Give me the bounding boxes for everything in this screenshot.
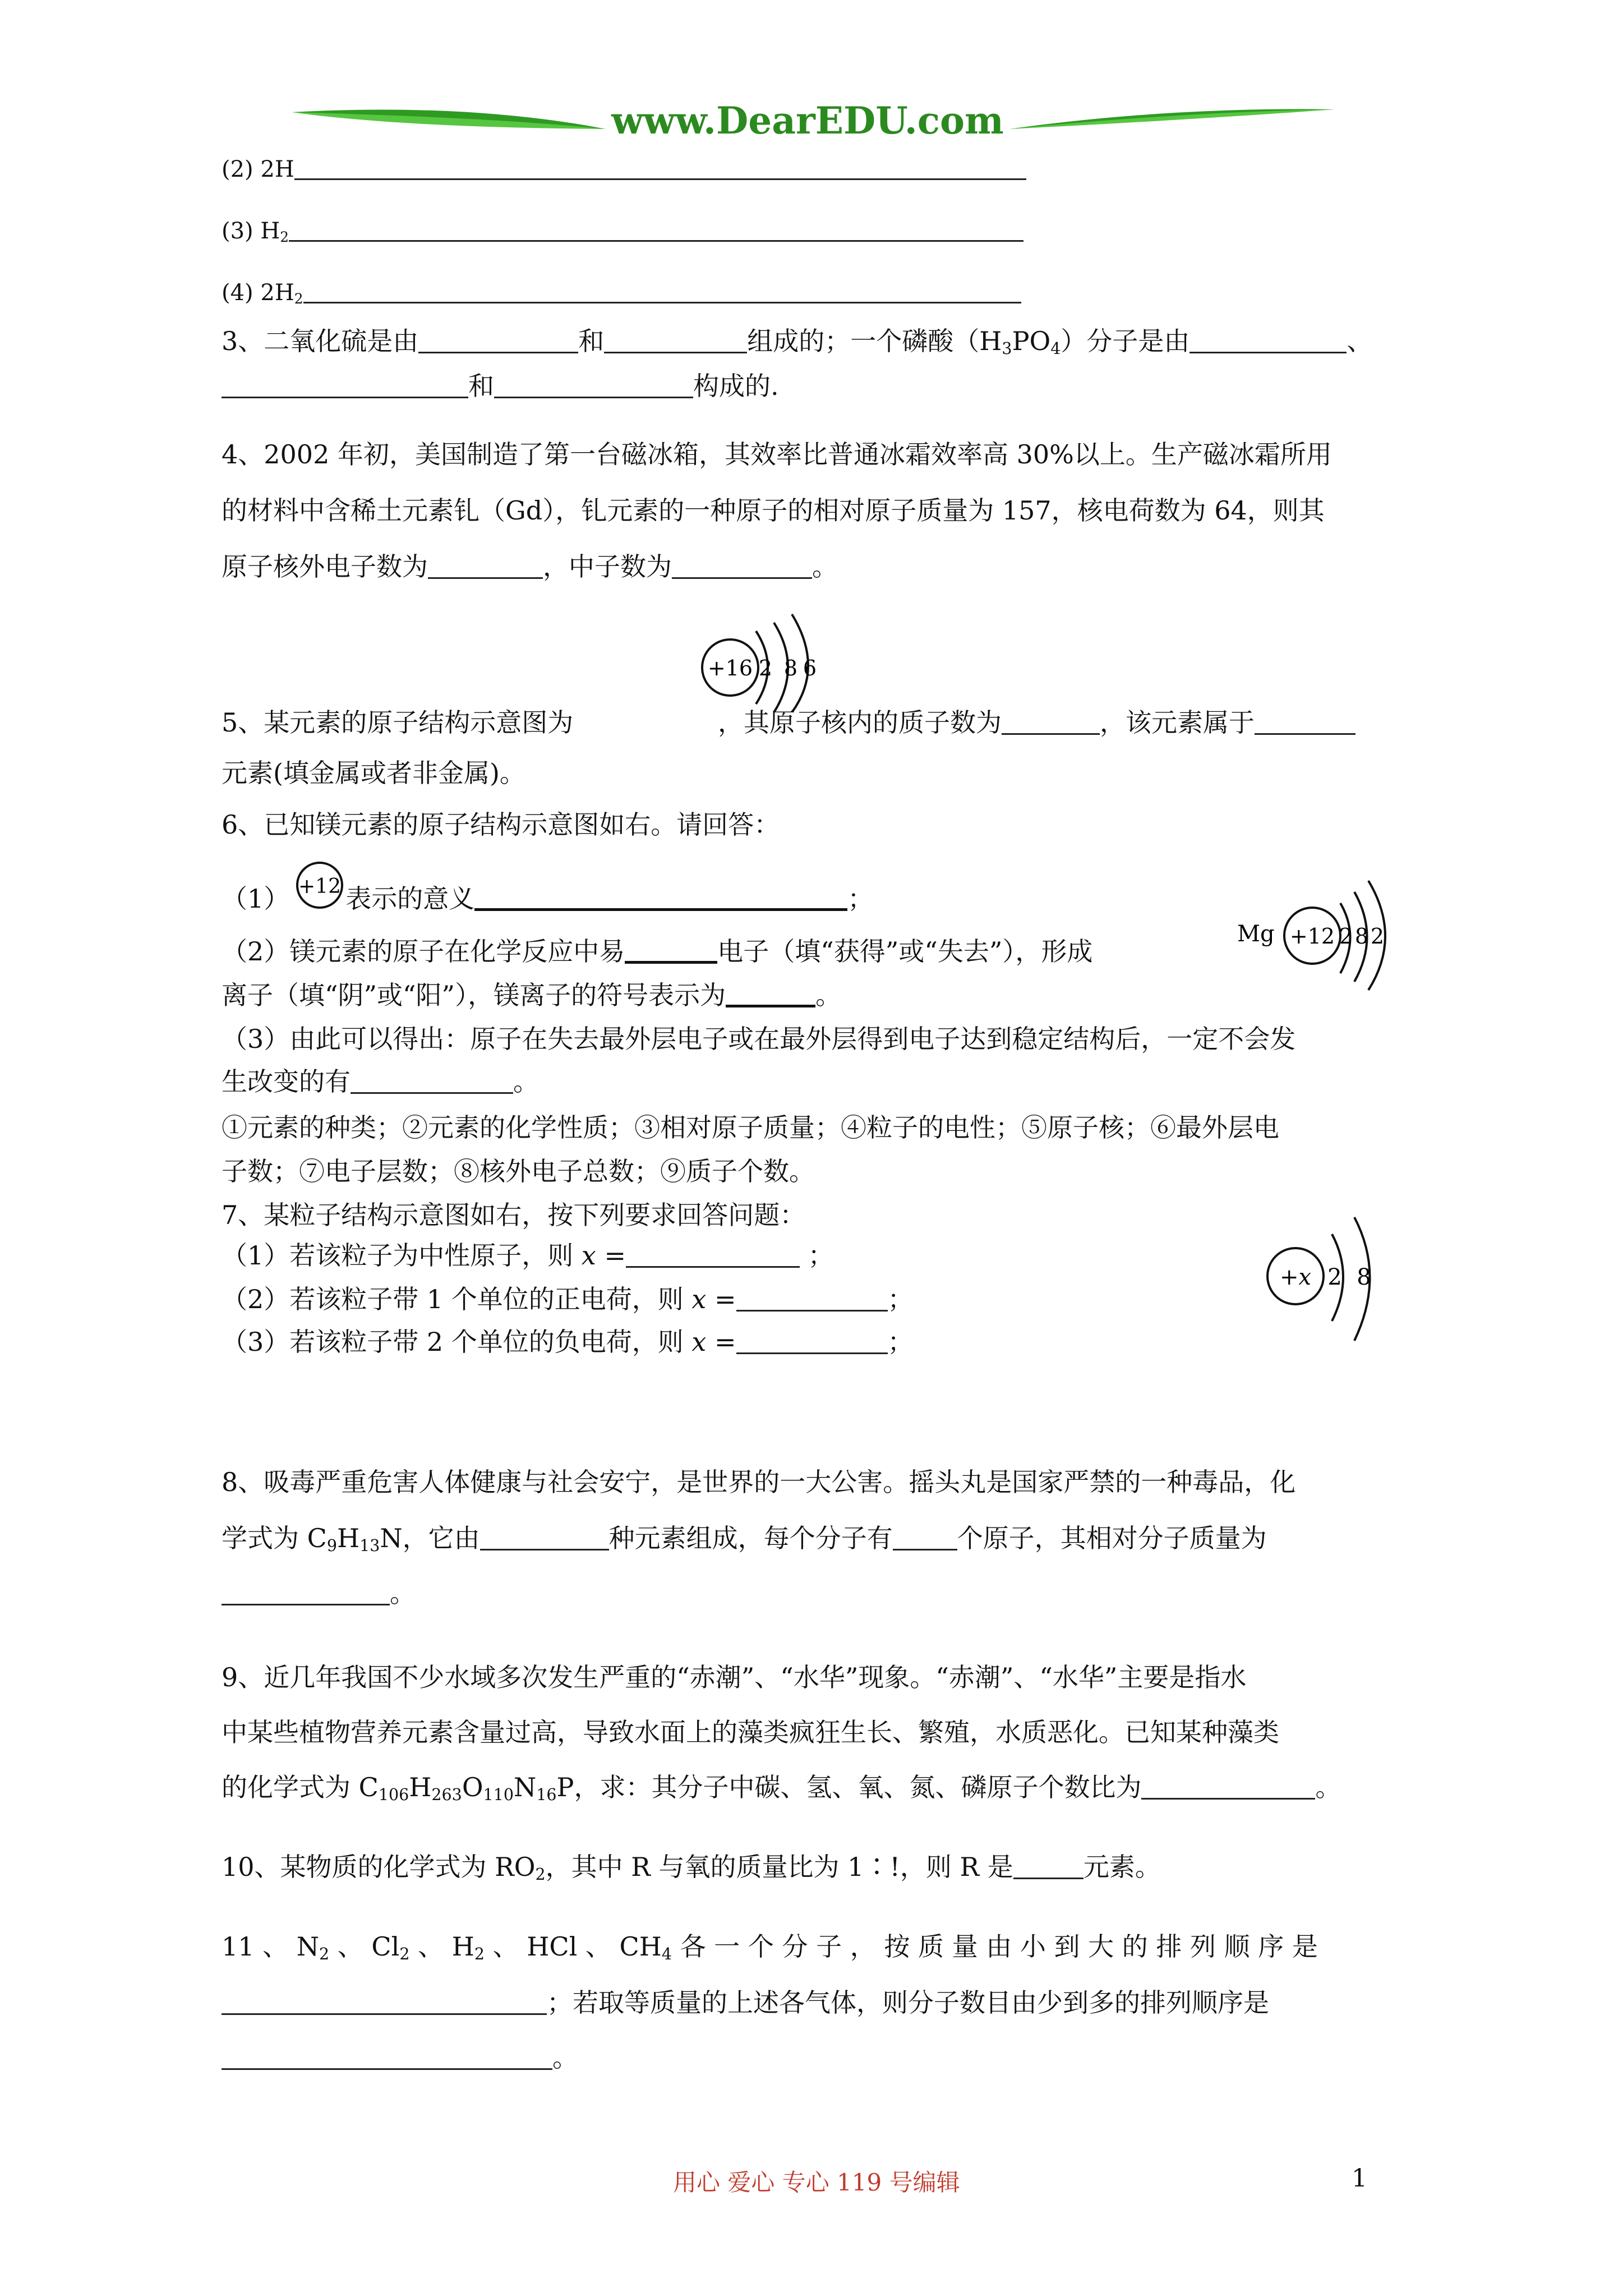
answer-blank[interactable] <box>672 553 812 579</box>
shell-electrons: 8 <box>1357 1264 1371 1290</box>
element-symbol: Mg <box>1237 921 1275 947</box>
shell-electrons: 8 <box>1354 924 1369 949</box>
answer-blank[interactable] <box>418 327 578 353</box>
answer-blank[interactable] <box>893 1524 957 1550</box>
answer-blank[interactable] <box>294 154 1026 180</box>
answer-blank[interactable] <box>303 277 1021 303</box>
answer-blank[interactable] <box>351 1068 513 1094</box>
q11-line2: ；若取等质量的上述各气体，则分子数目由少到多的排列顺序是 <box>222 1986 1269 2019</box>
nucleus-charge: +12 <box>298 875 341 898</box>
q9-line2: 中某些植物营养元素含量过高，导致水面上的藻类疯狂生长、繁殖，水质恶化。已知某种藻类 <box>222 1717 1279 1747</box>
q8-line2: 学式为 $C_9H_{13}N$，它由 种元素组成，每个分子有 个原子，其相对分子质量为 <box>222 1523 1267 1556</box>
q9-line3: 的化学式为 $C_{106}H_{263}O_{110}N_{16}P$，求：其分子中碳、氢、氧、氮、磷原子个数比为 。 <box>222 1772 1341 1805</box>
answer-blank[interactable] <box>1013 1853 1083 1879</box>
q5-line1b: ，其原子核内的质子数为 ，该元素属于 <box>718 706 1355 739</box>
q8-line3: 。 <box>222 1576 416 1610</box>
q6-sub1: （1） 表示的意义 ； <box>222 884 874 914</box>
q6-sub2-line2: 离子（填“阴”或“阳”），镁离子的符号表示为 。 <box>222 980 842 1010</box>
q7-sub1: （1）若该粒子为中性原子，则 x = ； <box>222 1240 834 1271</box>
answer-blank[interactable] <box>736 1328 888 1354</box>
answer-blank[interactable] <box>474 884 847 911</box>
q11-line3: 。 <box>222 2041 578 2074</box>
nucleus-circle-icon <box>292 858 353 914</box>
answer-blank[interactable] <box>222 1579 390 1605</box>
answer-blank[interactable] <box>222 2044 552 2070</box>
q4-line3: 原子核外电子数为 ，中子数为 。 <box>222 551 838 582</box>
footer-note: 用心 爱心 专心 119 号编辑 <box>673 2169 960 2196</box>
q9-line1: 9、近几年我国不少水域多次发生严重的“赤潮”、“水华”现象。“赤潮”、“水华”主要是指水 <box>222 1662 1247 1692</box>
q7-sub2: （2）若该粒子带 1 个单位的正电荷，则 x = ； <box>222 1284 914 1314</box>
shell-electrons: 2 <box>1327 1264 1342 1290</box>
particle-structure-diagram <box>1256 1200 1402 1352</box>
answer-blank[interactable] <box>480 1524 609 1550</box>
q6-options-line2: 子数；⑦电子层数；⑧核外电子总数；⑨质子个数。 <box>222 1156 815 1186</box>
q6-options-line1: ①元素的种类；②元素的化学性质；③相对原子质量；④粒子的电性；⑤原子核；⑥最外层电 <box>222 1112 1279 1143</box>
answer-blank[interactable] <box>1189 327 1347 353</box>
item-2: (2) 2H <box>222 153 1026 186</box>
q4-line1: 4、2002 年初，美国制造了第一台磁冰箱，其效率比普通冰霜效率高 30%以上。生产磁冰霜所用 <box>222 439 1332 470</box>
sulfur-atom-diagram <box>695 600 841 712</box>
q4-line2: 的材料中含稀土元素钆（Gd），钆元素的一种原子的相对原子质量为 157，核电荷数为 64，则其 <box>222 495 1325 526</box>
q6-sub2-line1: （2）镁元素的原子在化学反应中易 电子（填“获得”或“失去”），形成 <box>222 936 1093 967</box>
item-4: (4) $2H_2$ <box>222 276 1021 316</box>
shell-electrons: 2 <box>1339 924 1353 949</box>
q3-line1: 3、二氧化硫是由 和 组成的；一个磷酸$(H_3PO_4)$分子是由 、 <box>222 326 1373 358</box>
shell-electrons: 8 <box>783 656 798 680</box>
q5-line1a: 5、某元素的原子结构示意图为 <box>222 707 574 738</box>
nucleus-charge: +x <box>1279 1264 1312 1290</box>
answer-blank[interactable] <box>736 1285 888 1312</box>
answer-blank[interactable] <box>625 936 717 964</box>
answer-blank[interactable] <box>1255 708 1355 735</box>
brand-text: www.DearEDU.com <box>611 99 1004 142</box>
answer-blank[interactable] <box>1002 708 1100 735</box>
answer-blank[interactable] <box>428 553 543 579</box>
item-3: (3) $H_2$ <box>222 214 1023 254</box>
q10-line: 10、某物质的化学式为 $RO_2$，其中 R 与氧的质量比为 1∶!，则 R 是 元素。 <box>222 1852 1161 1884</box>
answer-blank[interactable] <box>222 372 468 398</box>
shell-electrons: 2 <box>1370 924 1385 949</box>
q8-line1: 8、吸毒严重危害人体健康与社会安宁，是世界的一大公害。摇头丸是国家严禁的一种毒品，化 <box>222 1467 1296 1497</box>
nucleus-charge: +12 <box>1289 924 1335 949</box>
answer-blank[interactable] <box>222 1989 547 2015</box>
nucleus-charge: +16 <box>707 656 753 680</box>
answer-blank[interactable] <box>726 980 815 1007</box>
answer-blank[interactable] <box>626 1241 800 1268</box>
q5-line2: 元素(填金属或者非金属)。 <box>222 758 525 788</box>
q7-sub3: （3）若该粒子带 2 个单位的负电荷，则 x = ； <box>222 1327 914 1357</box>
answer-blank[interactable] <box>604 327 747 353</box>
page-number: 1 <box>1352 2164 1367 2193</box>
q11-line1: 11 、 $N_2$ 、 $Cl_2$ 、 $H_2$ 、 HCl 、 $CH_4$ 各 一 个 分 子 ， 按 质 量 由 小 到 大 的 排 列 顺 序 是 <box>222 1931 1318 1964</box>
answer-blank[interactable] <box>289 215 1023 242</box>
q6-sub3-line2: 生改变的有 。 <box>222 1066 539 1097</box>
answer-blank[interactable] <box>1141 1773 1315 1800</box>
shell-electrons: 2 <box>758 656 773 680</box>
q3-line2: 和 构成的. <box>222 369 779 403</box>
q6-sub3-line1: （3）由此可以得出：原子在失去最外层电子或在最外层得到电子达到稳定结构后，一定不会发 <box>222 1024 1296 1054</box>
shell-electrons: 6 <box>803 656 817 680</box>
magnesium-atom-diagram <box>1234 875 1408 993</box>
q7-intro: 7、某粒子结构示意图如右，按下列要求回答问题： <box>222 1200 806 1230</box>
q6-intro: 6、已知镁元素的原子结构示意图如右。请回答： <box>222 809 780 840</box>
answer-blank[interactable] <box>494 372 693 398</box>
